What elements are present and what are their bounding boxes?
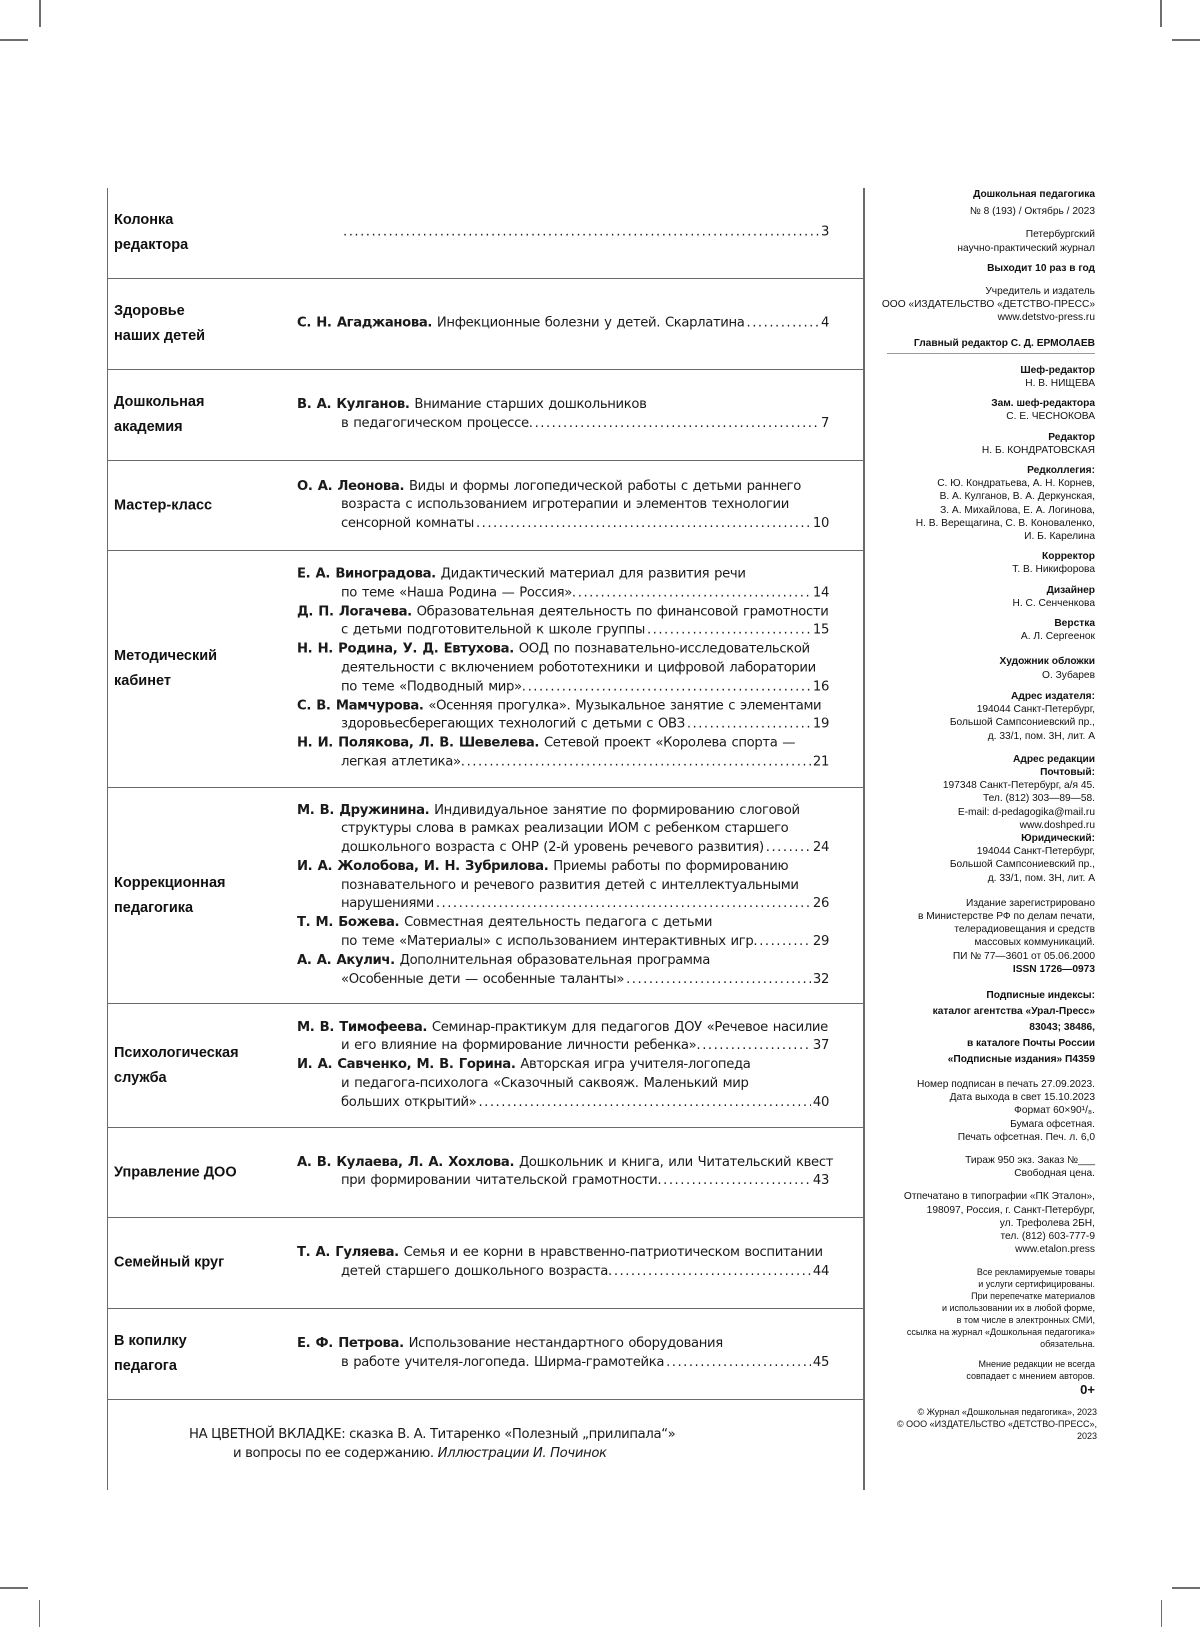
dot-leader bbox=[476, 515, 811, 534]
entry-title-text: Приемы работы по формированию bbox=[553, 858, 789, 874]
dot-leader bbox=[343, 224, 819, 243]
section-title: Методический кабинет bbox=[114, 648, 218, 689]
page-number: 45 bbox=[812, 1355, 829, 1370]
postal-label: Почтовый: bbox=[1040, 766, 1095, 778]
copyright-line: © Журнал «Дошкольная педагогика», 2023 bbox=[917, 1407, 1097, 1418]
entry-title-text: и его влияние на формирование личности ребенка». bbox=[341, 1038, 701, 1054]
staff-name: Н. В. Верещагина, С. В. Коноваленко, bbox=[915, 517, 1095, 529]
section-title: Управление ДОО bbox=[114, 1164, 237, 1180]
entry-line bbox=[297, 877, 829, 896]
toc-section bbox=[108, 1004, 864, 1128]
copyright-line: © ООО «ИЗДАТЕЛЬСТВО «ДЕТСТВО-ПРЕСС», 2023 bbox=[897, 1419, 1097, 1442]
toc-entry[interactable] bbox=[297, 802, 829, 858]
page-number: 21 bbox=[812, 754, 829, 770]
entry-title-text: Дошкольник и книга, или Читательский квест bbox=[518, 1154, 834, 1170]
opinion-line: Мнение редакции не всегда bbox=[978, 1359, 1095, 1370]
staff-entry bbox=[875, 655, 1095, 681]
section-title: Мастер-класс bbox=[114, 497, 213, 513]
toc-entry[interactable] bbox=[297, 224, 829, 243]
entry-author: И. А. Жолобова, И. Н. Зубрилова. bbox=[297, 858, 549, 874]
staff-name: О. Зубарев bbox=[1042, 669, 1095, 681]
section-title: Психологическая служба bbox=[114, 1044, 239, 1086]
printer-info bbox=[875, 1190, 1095, 1256]
entry-title-text: Сетевой проект «Королева спорта — bbox=[543, 735, 796, 751]
registration-line: в Министерстве РФ по делам печати, bbox=[917, 910, 1095, 922]
print-info bbox=[875, 1078, 1095, 1144]
circulation-line: Свободная цена. bbox=[1014, 1168, 1095, 1180]
entry-title-text: возраста с использованием игротерапии и элементов технологии bbox=[341, 497, 789, 513]
entry-line bbox=[297, 678, 829, 697]
print-info-line: Печать офсетная. Печ. л. 6,0 bbox=[957, 1131, 1095, 1143]
dot-leader bbox=[626, 971, 811, 990]
section-entries bbox=[297, 477, 829, 533]
registration-line: Издание зарегистрировано bbox=[966, 897, 1095, 909]
staff-role: Редактор bbox=[1048, 431, 1095, 443]
toc-entry[interactable] bbox=[297, 735, 829, 773]
staff-role: Дизайнер bbox=[1046, 584, 1095, 596]
dot-leader bbox=[666, 1354, 811, 1373]
registration-line: телерадиовещания и средств bbox=[954, 924, 1095, 936]
registration-info bbox=[875, 897, 1095, 963]
entry-title-text: ООД по познавательно-исследовательской bbox=[518, 641, 810, 657]
staff-name: Т. В. Никифорова bbox=[1012, 564, 1095, 576]
entry-title-text: при формировании читательской грамотности. bbox=[341, 1173, 662, 1189]
publisher-address bbox=[875, 703, 1095, 743]
entry-line bbox=[297, 716, 829, 735]
notice-line: и использовании их в любой форме, bbox=[941, 1303, 1095, 1314]
entry-line bbox=[297, 896, 829, 915]
column-divider bbox=[863, 188, 865, 1490]
registration-line: массовых коммуникаций. bbox=[974, 937, 1095, 949]
entry-line bbox=[297, 1154, 834, 1173]
printer-line: 198097, Россия, г. Санкт-Петербург, bbox=[926, 1204, 1095, 1216]
address-line: Большой Сампсониевский пр., bbox=[949, 859, 1095, 871]
crop-mark bbox=[39, 0, 41, 27]
dot-leader bbox=[747, 315, 819, 334]
address-line: 194044 Санкт-Петербург, bbox=[976, 846, 1095, 858]
staff-entry bbox=[875, 364, 1095, 390]
toc-entry[interactable] bbox=[297, 914, 829, 952]
opinion-line: совпадает с мнением авторов. bbox=[966, 1371, 1095, 1382]
toc-entry[interactable] bbox=[297, 1056, 829, 1112]
copyright bbox=[875, 1406, 1097, 1442]
entry-title-text: нарушениями bbox=[341, 896, 434, 912]
staff-name: В. А. Кулганов, В. А. Деркунская, bbox=[939, 491, 1095, 503]
dot-leader bbox=[478, 1094, 810, 1113]
crop-mark bbox=[39, 1600, 40, 1627]
entry-title-text: Индивидуальное занятие по формированию слоговой bbox=[434, 802, 800, 818]
entry-line bbox=[297, 1244, 829, 1263]
toc-section bbox=[108, 1309, 864, 1400]
section-entries bbox=[297, 224, 829, 243]
staff-entry bbox=[875, 550, 1095, 576]
address-line: д. 33/1, пом. 3Н, лит. А bbox=[987, 872, 1095, 884]
toc-section bbox=[108, 551, 864, 788]
entry-author: А. А. Акулич. bbox=[297, 952, 395, 968]
subscription-indexes bbox=[875, 988, 1095, 1068]
toc-entry[interactable] bbox=[297, 641, 829, 697]
crop-mark bbox=[0, 1587, 28, 1589]
crop-mark bbox=[1172, 1587, 1200, 1589]
page-number: 32 bbox=[812, 971, 829, 987]
dot-leader bbox=[578, 584, 811, 603]
editorial-address-label: Адрес редакции bbox=[1013, 753, 1095, 765]
dot-leader bbox=[467, 754, 811, 773]
section-entries bbox=[297, 1335, 829, 1373]
notice-line: и услуги сертифицированы. bbox=[978, 1279, 1095, 1290]
entry-title-text: по теме «Подводный мир». bbox=[341, 679, 526, 695]
color-insert-note bbox=[189, 1425, 675, 1463]
entry-line bbox=[297, 754, 829, 773]
entry-author: С. В. Мамчурова. bbox=[297, 698, 424, 714]
page-number: 37 bbox=[812, 1038, 829, 1054]
notice-line: в том числе в электронных СМИ, bbox=[956, 1315, 1095, 1326]
entry-title-text: «Особенные дети — особенные таланты» bbox=[341, 971, 625, 987]
page-number: 24 bbox=[812, 840, 829, 856]
age-rating: 0+ bbox=[1080, 1382, 1095, 1398]
section-title: Колонка редактора bbox=[114, 212, 189, 253]
postal-address bbox=[875, 779, 1095, 832]
entry-title-text: деятельности с включением робототехники и цифровой лаборатории bbox=[341, 660, 816, 676]
toc-entry[interactable] bbox=[297, 1244, 829, 1282]
dot-leader bbox=[614, 1263, 811, 1282]
staff-list bbox=[875, 364, 1095, 682]
toc-entry[interactable] bbox=[297, 858, 829, 914]
crop-mark bbox=[0, 39, 28, 41]
staff-entry bbox=[875, 584, 1095, 610]
printer-line: Отпечатано в типографии «ПК Эталон», bbox=[903, 1191, 1095, 1203]
section-entries bbox=[297, 1244, 829, 1282]
entry-line bbox=[297, 1094, 829, 1113]
entry-line bbox=[297, 603, 829, 622]
entry-author: М. В. Дружинина. bbox=[297, 802, 430, 818]
section-entries bbox=[297, 1154, 834, 1192]
print-info-line: Дата выхода в свет 15.10.2023 bbox=[949, 1092, 1095, 1104]
printer-line: тел. (812) 603-777-9 bbox=[1000, 1230, 1095, 1242]
staff-name: Н. Б. КОНДРАТОВСКАЯ bbox=[981, 444, 1095, 456]
entry-line bbox=[297, 584, 829, 603]
entry-line bbox=[297, 971, 829, 990]
toc-entry[interactable] bbox=[297, 697, 829, 735]
entry-author: И. А. Савченко, М. В. Горина. bbox=[297, 1057, 516, 1073]
page-number: 40 bbox=[812, 1094, 829, 1110]
staff-role: Верстка bbox=[1054, 618, 1095, 630]
section-title: Здоровье наших детей bbox=[114, 303, 206, 344]
reprint-notice bbox=[875, 1266, 1095, 1350]
journal-name: Дошкольная педагогика bbox=[973, 189, 1095, 200]
entry-title-text: Виды и формы логопедической работы с детьми раннего bbox=[408, 478, 801, 494]
section-entries bbox=[297, 566, 829, 773]
entry-author: В. А. Кулганов. bbox=[297, 397, 410, 413]
dot-leader bbox=[436, 896, 811, 915]
staff-name: Н. В. НИЩЕВА bbox=[1025, 378, 1095, 390]
section-title: В копилку педагога bbox=[114, 1333, 187, 1374]
entry-title-text: в педагогическом процессе. bbox=[341, 416, 533, 431]
subscription-line: каталог агентства «Урал-Пресс» bbox=[932, 1005, 1095, 1017]
crop-mark bbox=[1161, 1600, 1162, 1627]
section-entries bbox=[297, 1019, 829, 1113]
entry-line bbox=[297, 660, 829, 679]
page-number: 43 bbox=[812, 1173, 829, 1189]
entry-title-text: с детьми подготовительной к школе группы bbox=[341, 623, 645, 639]
entry-title-text: сенсорной комнаты bbox=[341, 515, 474, 531]
entry-author: Н. Н. Родина, У. Д. Евтухова. bbox=[297, 641, 514, 657]
dot-leader bbox=[766, 839, 811, 858]
entry-author: Н. И. Полякова, Л. В. Шевелева. bbox=[297, 735, 540, 751]
entry-line bbox=[297, 1056, 829, 1075]
staff-entry bbox=[875, 617, 1095, 643]
entry-line bbox=[297, 802, 829, 821]
journal-desc-1: Петербургский bbox=[1025, 229, 1095, 241]
crop-mark bbox=[1160, 0, 1162, 27]
toc-section bbox=[108, 1128, 864, 1218]
address-line: Тел. (812) 303—89—58. bbox=[982, 793, 1095, 805]
staff-role: Художник обложки bbox=[999, 656, 1095, 668]
entry-line bbox=[297, 933, 829, 952]
dot-leader bbox=[647, 622, 811, 641]
entry-line bbox=[297, 839, 829, 858]
color-insert-line1: НА ЦВЕТНОЙ ВКЛАДКЕ: сказка В. А. Титаренко «Полезный „прилипала“» bbox=[189, 1427, 676, 1442]
entry-line bbox=[297, 1263, 829, 1282]
entry-title-text: легкая атлетика». bbox=[341, 754, 465, 770]
entry-line bbox=[297, 566, 829, 585]
founder-site: www.detstvo-press.ru bbox=[997, 312, 1095, 324]
color-insert-line2: и вопросы по ее содержанию. bbox=[233, 1446, 434, 1461]
entry-title-text: Внимание старших дошкольников bbox=[414, 397, 647, 413]
toc-entry[interactable] bbox=[297, 1335, 829, 1373]
staff-name: С. Е. ЧЕСНОКОВА bbox=[1006, 411, 1095, 423]
toc-entry[interactable] bbox=[297, 603, 829, 641]
staff-name: С. Ю. Кондратьева, А. Н. Корнев, bbox=[937, 478, 1095, 490]
journal-desc-2: научно-практический журнал bbox=[957, 242, 1095, 254]
toc-entry[interactable] bbox=[297, 315, 829, 334]
page-number: 44 bbox=[812, 1264, 829, 1279]
entry-author: М. В. Тимофеева. bbox=[297, 1019, 428, 1035]
entry-title-text: Дидактический материал для развития речи bbox=[440, 566, 746, 582]
dot-leader bbox=[663, 1173, 811, 1192]
entry-line bbox=[297, 735, 829, 754]
entry-line bbox=[297, 820, 829, 839]
entry-author: Е. Ф. Петрова. bbox=[297, 1336, 404, 1352]
entry-line bbox=[297, 496, 829, 515]
entry-title-text: в работе учителя-логопеда. Ширма-грамотейка bbox=[341, 1355, 665, 1370]
page-number: 29 bbox=[812, 934, 829, 950]
issue-info: № 8 (193) / Октябрь / 2023 bbox=[969, 206, 1095, 218]
staff-entry bbox=[875, 431, 1095, 457]
page-number: 7 bbox=[820, 416, 829, 431]
entry-title-text: Дополнительная образовательная программа bbox=[399, 952, 710, 968]
imprint-column bbox=[875, 188, 1095, 1442]
entry-line bbox=[297, 477, 829, 496]
toc-entry[interactable] bbox=[297, 477, 829, 533]
toc-entry[interactable] bbox=[297, 566, 829, 604]
entry-title-text: «Осенняя прогулка». Музыкальное занятие с элементами bbox=[428, 698, 822, 714]
dot-leader bbox=[528, 678, 811, 697]
entry-author: О. А. Леонова. bbox=[297, 478, 405, 494]
dot-leader bbox=[687, 716, 811, 735]
entry-title-text: по теме «Материалы» с использованием интерактивных игр. bbox=[341, 934, 758, 950]
subscription-line: 83043; 38486, bbox=[1029, 1021, 1095, 1033]
page-number: 4 bbox=[820, 315, 829, 331]
toc-section bbox=[108, 461, 864, 551]
page-number: 15 bbox=[812, 623, 829, 639]
entry-line bbox=[297, 697, 829, 716]
circulation-line: Тираж 950 экз. Заказ №___ bbox=[965, 1154, 1095, 1166]
address-line: д. 33/1, пом. 3Н, лит. А bbox=[987, 730, 1095, 742]
subscription-line: в каталоге Почты России bbox=[966, 1037, 1095, 1049]
issn: ISSN 1726—0973 bbox=[1012, 963, 1095, 975]
entry-title-text: структуры слова в рамках реализации ИОМ с ребенком старшего bbox=[341, 821, 789, 837]
toc-section bbox=[108, 788, 864, 1004]
entry-line bbox=[297, 914, 829, 933]
section-entries bbox=[297, 315, 829, 334]
subscription-line: Подписные индексы: bbox=[986, 989, 1095, 1001]
staff-name: И. Б. Карелина bbox=[1024, 531, 1095, 543]
toc-section bbox=[108, 1218, 864, 1309]
registration-line: ПИ № 77—3601 от 05.06.2000 bbox=[952, 950, 1095, 962]
toc-entry[interactable] bbox=[297, 1019, 829, 1057]
entry-title-text: Семья и ее корни в нравственно-патриотическом воспитании bbox=[403, 1245, 823, 1261]
entry-title-text: больших открытий» bbox=[341, 1094, 477, 1110]
entry-title-text: познавательного и речевого развития детей с интеллектуальными bbox=[341, 877, 799, 893]
entry-title-text: Совместная деятельность педагога с детьми bbox=[404, 915, 713, 931]
dot-leader bbox=[759, 933, 811, 952]
founder: ООО «ИЗДАТЕЛЬСТВО «ДЕТСТВО-ПРЕСС» bbox=[881, 299, 1095, 311]
notice-line: ссылка на журнал «Дошкольная педагогика» bbox=[906, 1327, 1095, 1338]
entry-author: Е. А. Виноградова. bbox=[297, 566, 436, 582]
address-line: E-mail: d-pedagogika@mail.ru bbox=[957, 806, 1095, 818]
entry-line bbox=[297, 1075, 829, 1094]
founder-label: Учредитель и издатель bbox=[985, 286, 1095, 298]
toc-entry[interactable] bbox=[297, 396, 829, 434]
notice-line: Все рекламируемые товары bbox=[976, 1267, 1095, 1278]
entry-title-text: и педагога-психолога «Сказочный саквояж. Маленький мир bbox=[341, 1075, 749, 1091]
entry-line bbox=[297, 1354, 829, 1373]
print-info-line: Формат 60×90¹/₈. bbox=[1014, 1105, 1095, 1117]
entry-line bbox=[297, 315, 829, 334]
entry-title-text: Образовательная деятельность по финансовой грамотности bbox=[416, 604, 829, 620]
entry-title-text: детей старшего дошкольного возраста. bbox=[341, 1264, 612, 1279]
toc-entry[interactable] bbox=[297, 1154, 834, 1192]
section-title: Семейный круг bbox=[114, 1254, 225, 1271]
staff-name: А. Л. Сергеенок bbox=[1020, 631, 1095, 643]
entry-line bbox=[297, 515, 829, 534]
entry-title-text: Семинар-практикум для педагогов ДОУ «Речевое насилие bbox=[431, 1019, 828, 1035]
entry-line bbox=[297, 1173, 829, 1192]
entry-line bbox=[297, 622, 829, 641]
opinion-disclaimer bbox=[875, 1358, 1095, 1382]
staff-role: Редколлегия: bbox=[1027, 465, 1095, 477]
printer-line: ул. Трефолева 2БН, bbox=[999, 1217, 1095, 1229]
staff-name: Н. С. Сенченкова bbox=[1012, 597, 1095, 609]
staff-entry bbox=[875, 397, 1095, 423]
entry-line bbox=[297, 396, 829, 415]
address-line: Большой Сампсониевский пр., bbox=[949, 717, 1095, 729]
entry-author: Д. П. Логачева. bbox=[297, 604, 412, 620]
section-title: Коррекционная педагогика bbox=[114, 874, 226, 916]
section-entries bbox=[297, 396, 829, 434]
table-of-contents bbox=[107, 188, 864, 1490]
printer-line: www.etalon.press bbox=[1015, 1244, 1095, 1256]
entry-title-text: Авторская игра учителя-логопеда bbox=[520, 1057, 751, 1073]
page-number: 3 bbox=[820, 224, 829, 240]
page-number: 16 bbox=[812, 679, 829, 695]
entry-line bbox=[297, 1037, 829, 1056]
notice-line: При перепечатке материалов bbox=[971, 1291, 1095, 1302]
address-line: 197348 Санкт-Петербург, а/я 45. bbox=[942, 780, 1095, 792]
staff-entry bbox=[875, 464, 1095, 543]
print-info-line: Номер подписан в печать 27.09.2023. bbox=[917, 1078, 1095, 1090]
print-info-line: Бумага офсетная. bbox=[1010, 1118, 1095, 1130]
page-number: 19 bbox=[812, 716, 829, 732]
crop-mark bbox=[1172, 39, 1200, 41]
section-entries bbox=[297, 802, 829, 990]
toc-section bbox=[108, 188, 864, 279]
dot-leader bbox=[702, 1037, 811, 1056]
staff-role: Зам. шеф-редактора bbox=[991, 398, 1095, 410]
entry-line bbox=[297, 641, 829, 660]
entry-title-text: Использование нестандартного оборудования bbox=[408, 1336, 723, 1352]
entry-line bbox=[297, 415, 829, 434]
staff-name: З. А. Михайлова, Е. А. Логинова, bbox=[940, 504, 1095, 516]
entry-author: С. Н. Агаджанова. bbox=[297, 315, 433, 331]
page-number: 26 bbox=[812, 896, 829, 912]
entry-author: Т. А. Гуляева. bbox=[297, 1245, 399, 1261]
illustrations-credit: Иллюстрации И. Починок bbox=[437, 1446, 607, 1461]
publisher-address-label: Адрес издателя: bbox=[1011, 690, 1095, 702]
entry-title-text: по теме «Наша Родина — Россия». bbox=[341, 585, 576, 601]
entry-line bbox=[297, 1335, 829, 1354]
frequency: Выходит 10 раз в год bbox=[987, 262, 1095, 274]
subscription-line: «Подписные издания» П4359 bbox=[947, 1053, 1095, 1065]
legal-address bbox=[875, 845, 1095, 885]
toc-section bbox=[108, 370, 864, 461]
address-line: 194044 Санкт-Петербург, bbox=[976, 704, 1095, 716]
chief-editor: Главный редактор С. Д. ЕРМОЛАЕВ bbox=[887, 337, 1095, 354]
notice-line: обязательна. bbox=[1040, 1339, 1095, 1350]
entry-author: А. В. Кулаева, Л. А. Хохлова. bbox=[297, 1154, 515, 1170]
entry-line bbox=[297, 858, 829, 877]
staff-role: Корректор bbox=[1042, 551, 1095, 563]
page-number: 14 bbox=[812, 585, 829, 601]
entry-line bbox=[297, 952, 829, 971]
entry-title-text: здоровьесберегающих технологий с детьми с ОВЗ bbox=[341, 716, 685, 732]
entry-author: Т. М. Божева. bbox=[297, 915, 400, 931]
staff-role: Шеф-редактор bbox=[1020, 364, 1095, 376]
legal-label: Юридический: bbox=[1021, 832, 1095, 844]
circulation bbox=[875, 1154, 1095, 1180]
dot-leader bbox=[535, 415, 819, 434]
toc-section bbox=[108, 279, 864, 370]
entry-title-text: Инфекционные болезни у детей. Скарлатина bbox=[436, 315, 745, 331]
page-number: 10 bbox=[812, 515, 829, 531]
address-line: www.doshped.ru bbox=[1019, 819, 1095, 831]
entry-line bbox=[297, 1019, 829, 1038]
section-title: Дошкольная академия bbox=[114, 394, 205, 435]
entry-line bbox=[297, 224, 829, 243]
entry-title-text: дошкольного возраста с ОНР (2-й уровень речевого развития) bbox=[341, 840, 764, 856]
toc-entry[interactable] bbox=[297, 952, 829, 990]
